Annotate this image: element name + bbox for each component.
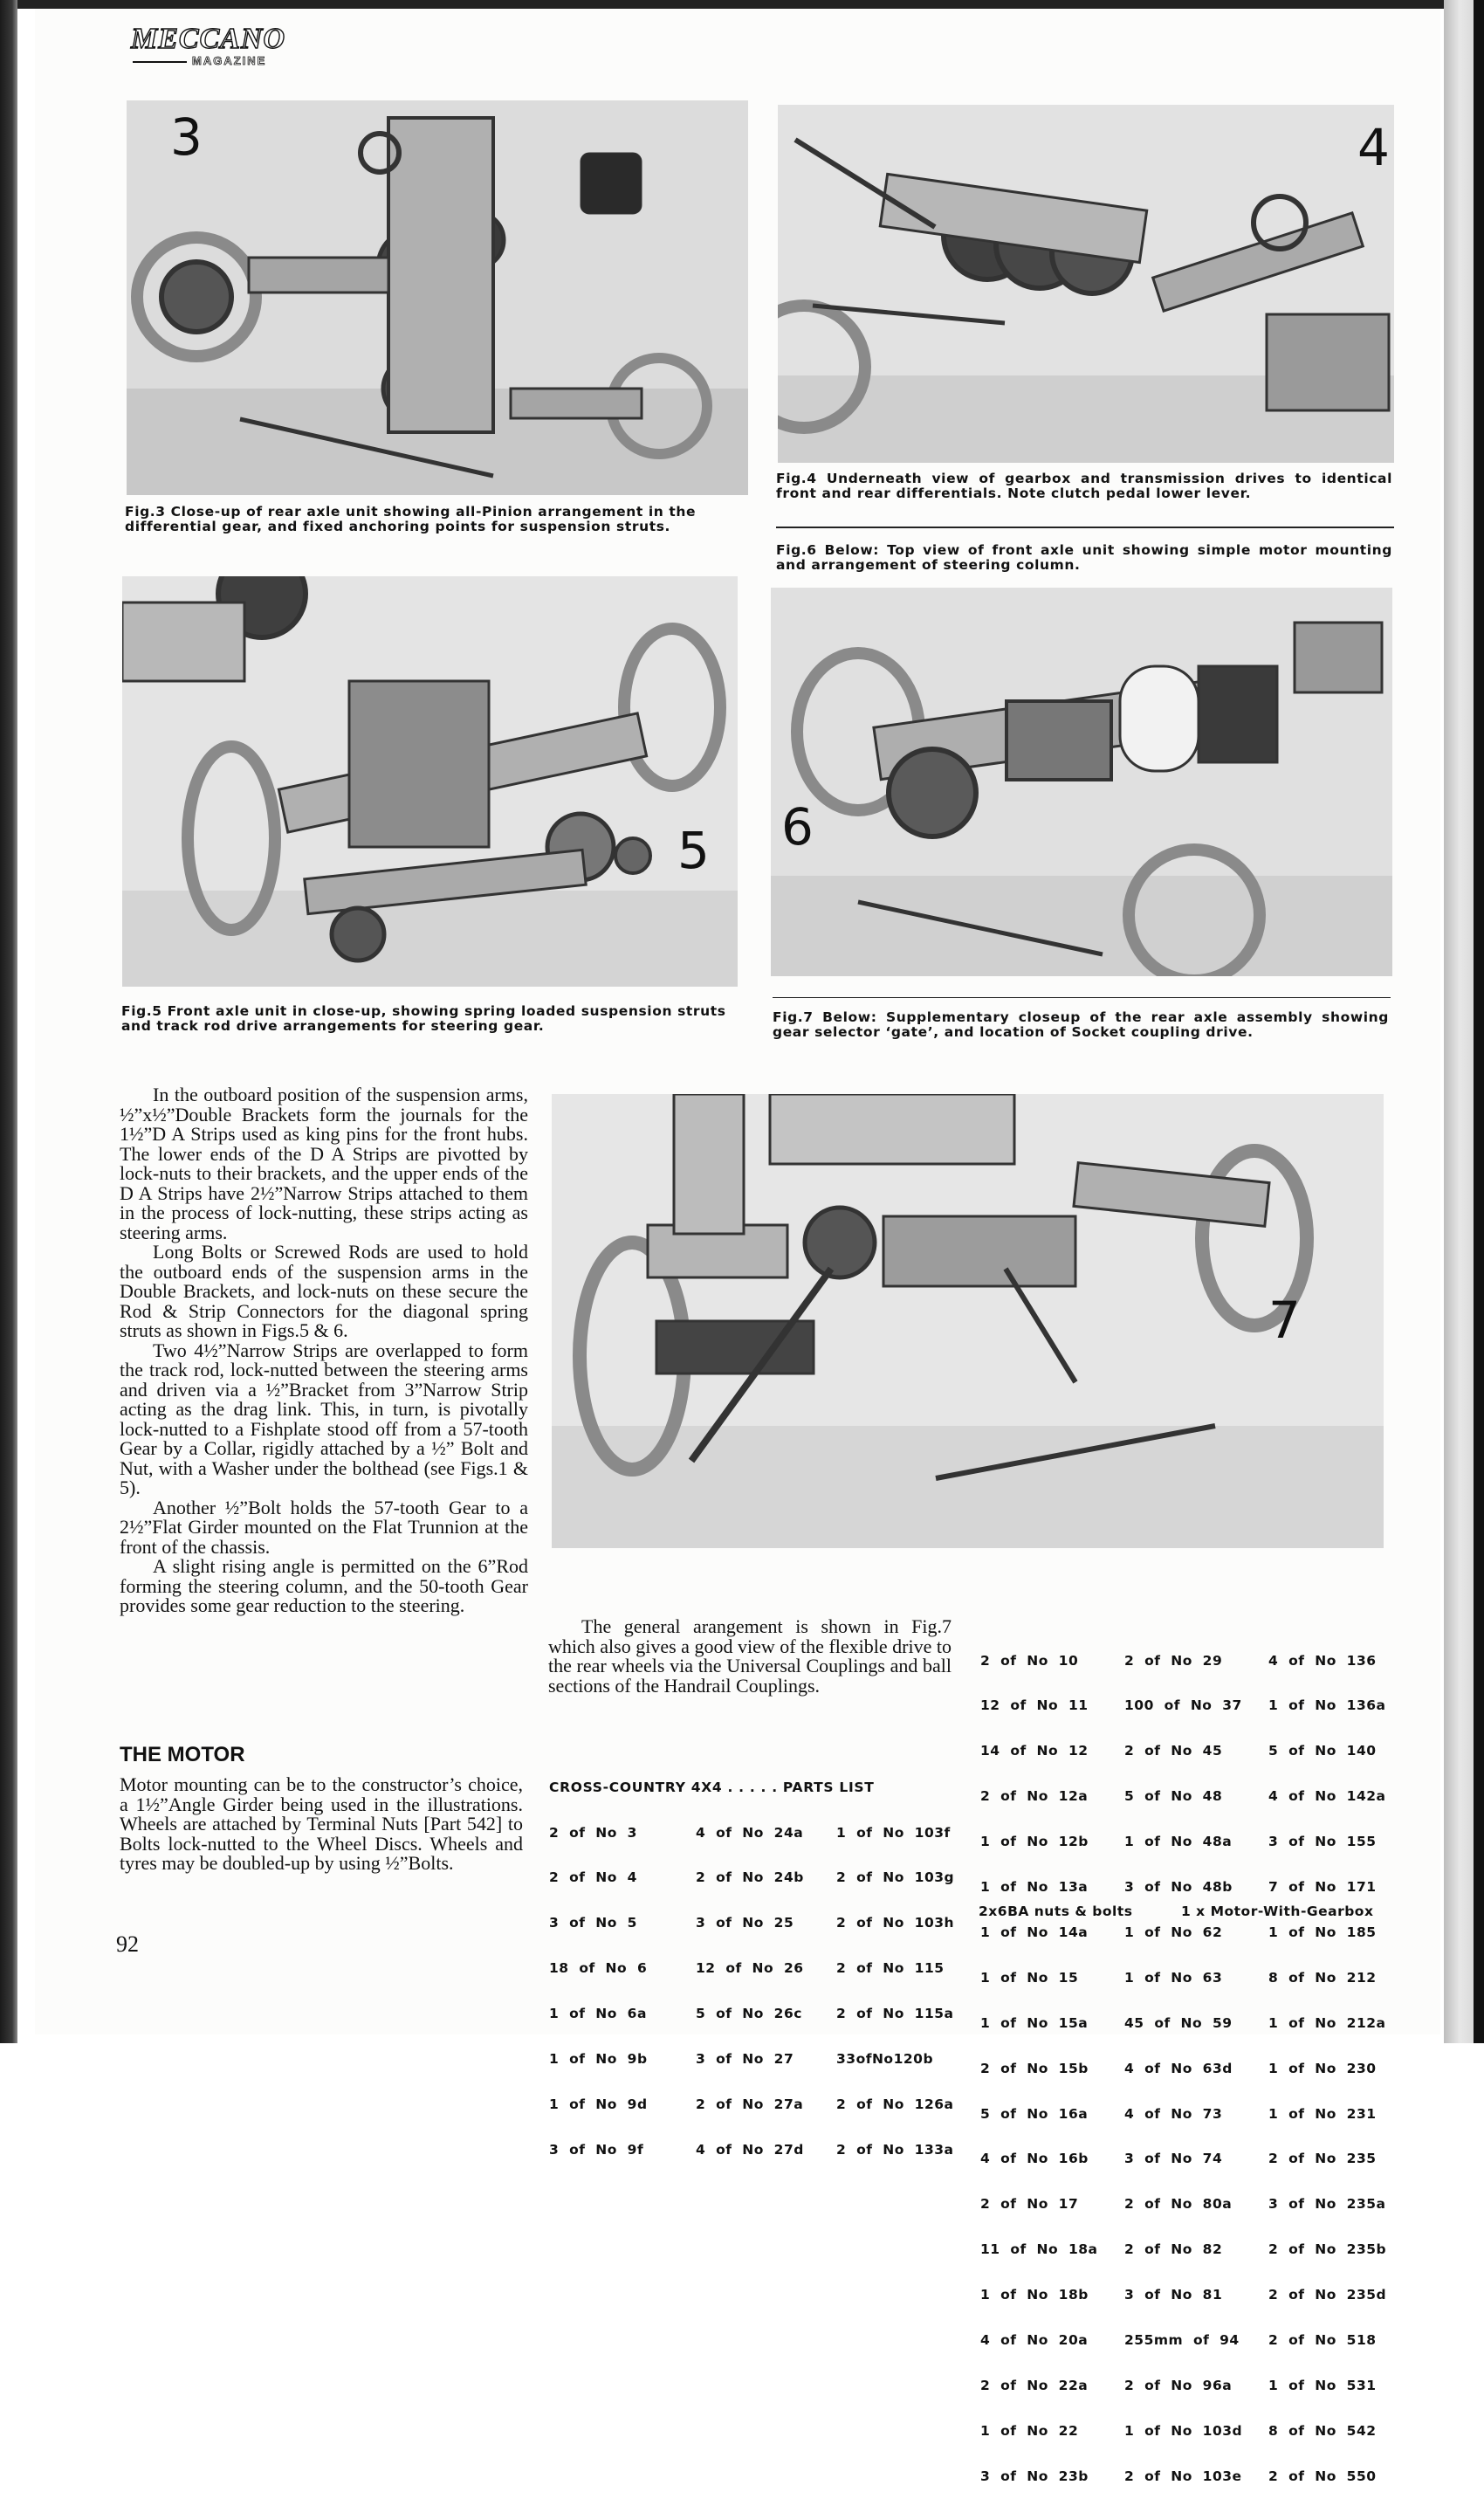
fig5-number: 5: [677, 821, 710, 880]
parts-item: 3 of No 81: [1124, 2287, 1223, 2303]
fig4-photo: [778, 105, 1394, 463]
parts-item: 2 of No 24b: [696, 1869, 804, 1886]
parts-item: 1 of No 185: [1268, 1924, 1377, 1940]
parts-item: 2 of No 103h: [836, 1915, 955, 1931]
parts-list-column-5: [1124, 1623, 1242, 2499]
parts-list-header: CROSS-COUNTRY 4X4 . . . . . PARTS LIST: [549, 1780, 875, 1795]
parts-item: 2 of No 235d: [1268, 2287, 1387, 2303]
parts-item: 5 of No 140: [1268, 1743, 1377, 1759]
page-number: 92: [116, 1931, 139, 1957]
parts-item: 1 of No 14a: [980, 1924, 1089, 1940]
body-paragraph: Long Bolts or Screwed Rods are used to hold the outboard ends of the suspension arms in the Double Brackets, and lock-nuts on these secure the Rod & Strip Connectors for the diagonal spring struts as shown in Figs.5 & 6.: [120, 1241, 528, 1341]
parts-item: 2 of No 103e: [1124, 2468, 1242, 2484]
parts-item: 4 of No 63d: [1124, 2060, 1233, 2076]
parts-item: 1 of No 12b: [980, 1834, 1089, 1850]
parts-item: 5 of No 26c: [696, 2006, 802, 2022]
parts-item: 3 of No 27: [696, 2051, 794, 2068]
parts-item: 3 of No 155: [1268, 1834, 1377, 1850]
parts-item: 4 of No 27d: [696, 2141, 804, 2158]
parts-item: 1 of No 18b: [980, 2287, 1089, 2303]
parts-item: 12 of No 26: [696, 1960, 804, 1977]
caption-divider: [776, 527, 1394, 528]
parts-item: 4 of No 73: [1124, 2105, 1223, 2122]
parts-item: 2 of No 15b: [980, 2060, 1089, 2076]
parts-item: 1 of No 22: [980, 2422, 1079, 2439]
parts-item: 3 of No 235a: [1268, 2196, 1386, 2213]
fig5-caption: Fig.5 Front axle unit in close-up, showing spring loaded suspension struts and track rod drive arrangements for steering gear.: [121, 1003, 726, 1034]
parts-item: 2 of No 235b: [1268, 2241, 1387, 2258]
parts-list-column-1: [549, 1795, 648, 2172]
parts-item: 4 of No 24a: [696, 1824, 804, 1841]
parts-item: 2 of No 29: [1124, 1652, 1223, 1669]
parts-item: 2 of No 133a: [836, 2141, 954, 2158]
parts-item: 2 of No 45: [1124, 1743, 1223, 1759]
fig7-illustration: [552, 1094, 1384, 1548]
parts-item: 5 of No 48: [1124, 1788, 1223, 1805]
parts-item: 4 of No 136: [1268, 1652, 1377, 1669]
parts-item: 8 of No 212: [1268, 1969, 1377, 1986]
parts-item: 2 of No 115: [836, 1960, 945, 1977]
body-paragraph: A slight rising angle is permitted on the 6”Rod forming the steering column, and the 50-tooth Gear provides some gear reduction to the steering.: [120, 1555, 528, 1616]
parts-item: 5 of No 16a: [980, 2105, 1089, 2122]
parts-item: 1 of No 48a: [1124, 1834, 1233, 1850]
parts-item: 18 of No 6: [549, 1960, 648, 1977]
fig4-caption: Fig.4 Underneath view of gearbox and transmission drives to identical front and rear differentials. Note clutch pedal lower lever.: [776, 471, 1392, 501]
parts-item: 100 of No 37: [1124, 1697, 1242, 1714]
parts-list-column-6: [1268, 1623, 1386, 2499]
parts-item: 4 of No 16b: [980, 2151, 1089, 2167]
parts-item: 2 of No 27a: [696, 2096, 804, 2112]
parts-item: 2 of No 103g: [836, 1869, 955, 1886]
parts-item: 7 of No 171: [1268, 1879, 1377, 1896]
fig7-number: 7: [1268, 1291, 1301, 1350]
scan-edge-top: [17, 0, 1449, 9]
body-paragraph: The general arangement is shown in Fig.7 which also gives a good view of the flexible drive to the rear wheels via the Universal Couplings and ball sections of the Handrail Couplings.: [548, 1615, 952, 1697]
parts-item: 45 of No 59: [1124, 2014, 1233, 2031]
parts-item: 2 of No 518: [1268, 2331, 1377, 2348]
parts-item: 2 of No 96a: [1124, 2377, 1233, 2393]
section-heading-motor: THE MOTOR: [120, 1743, 245, 1766]
parts-item: 1 of No 9b: [549, 2051, 648, 2068]
scan-edge-right: [1474, 0, 1484, 2043]
parts-item: 2 of No 126a: [836, 2096, 954, 2112]
parts-item: 1 of No 531: [1268, 2377, 1377, 2393]
parts-item: 1 of No 230: [1268, 2060, 1377, 2076]
parts-item: 2 of No 3: [549, 1824, 637, 1841]
parts-item: 1 of No 15: [980, 1969, 1079, 1986]
parts-list-footer-motor: 1 x Motor-With-Gearbox: [1181, 1904, 1374, 1919]
parts-item: 1 of No 212a: [1268, 2014, 1386, 2031]
fig5-photo: [122, 576, 738, 987]
parts-item: 3 of No 23b: [980, 2468, 1089, 2484]
parts-item: 1 of No 63: [1124, 1969, 1223, 1986]
parts-item: 2 of No 115a: [836, 2006, 954, 2022]
parts-item: 8 of No 542: [1268, 2422, 1377, 2439]
parts-item: 1 of No 9d: [549, 2096, 648, 2112]
fig5-illustration: [122, 576, 738, 987]
parts-item: 1 of No 15a: [980, 2014, 1089, 2031]
parts-item: 3 of No 25: [696, 1915, 794, 1931]
body-paragraph: In the outboard position of the suspension arms, ½”x½”Double Brackets form the journals for the 1½”D A Strips used as king pins for the front hubs. The lower ends of the D A Strips are pivotted by lock-nuts to their brackets, and the upper ends of the D A Strips have 2½”Narrow Strips attached to them in the process of lock-nutting, these strips acting as steering arms.: [120, 1084, 528, 1243]
parts-item: 1 of No 6a: [549, 2006, 647, 2022]
parts-item: 2 of No 550: [1268, 2468, 1377, 2484]
parts-item: 3 of No 74: [1124, 2151, 1223, 2167]
parts-item: 2 of No 12a: [980, 1788, 1089, 1805]
parts-list-footer-bolts: 2x6BA nuts & bolts: [979, 1904, 1133, 1919]
logo-rule: [133, 61, 187, 63]
fig4-number: 4: [1357, 118, 1390, 177]
parts-item: 2 of No 10: [980, 1652, 1079, 1669]
parts-list-column-3: [836, 1795, 954, 2172]
parts-item: 3 of No 9f: [549, 2141, 644, 2158]
body-paragraph: Motor mounting can be to the constructor’s choice, a 1½”Angle Girder being used in the illustrations. Wheels are attached by Terminal Nuts [Part 542] to Bolts lock-nutted to the Wheel Discs. Wheels and tyres may be doubled-up by using ½”Bolts.: [120, 1773, 523, 1874]
parts-item: 255mm of 94: [1124, 2331, 1240, 2348]
parts-item: 2 of No 235: [1268, 2151, 1377, 2167]
fig3-illustration: [127, 100, 748, 495]
parts-item: 4 of No 20a: [980, 2331, 1089, 2348]
parts-item: 2 of No 80a: [1124, 2196, 1233, 2213]
meccano-magazine-logo: [131, 23, 297, 72]
parts-item: 2 of No 82: [1124, 2241, 1223, 2258]
fig7-caption: Fig.7 Below: Supplementary closeup of the rear axle assembly showing gear selector ‘gate’, and location of Socket coupling drive.: [773, 1009, 1389, 1040]
parts-item: 1 of No 13a: [980, 1879, 1089, 1896]
body-paragraph: Another ½”Bolt holds the 57-tooth Gear to a 2½”Flat Girder mounted on the Flat Trunnion at the front of the chassis.: [120, 1496, 528, 1558]
parts-item: 1 of No 103d: [1124, 2422, 1243, 2439]
fig4-illustration: [778, 105, 1394, 463]
parts-item: 2 of No 22a: [980, 2377, 1089, 2393]
parts-item: 1 of No 136a: [1268, 1697, 1386, 1714]
parts-item: 3 of No 48b: [1124, 1879, 1233, 1896]
parts-item: 2 of No 17: [980, 2196, 1079, 2213]
parts-item: 1 of No 62: [1124, 1924, 1223, 1940]
fig3-number: 3: [170, 107, 203, 167]
parts-item: 33ofNo120b: [836, 2051, 934, 2068]
parts-item: 3 of No 5: [549, 1915, 637, 1931]
parts-item: 1 of No 103f: [836, 1824, 951, 1841]
fig3-photo: [127, 100, 748, 495]
parts-item: 2 of No 4: [549, 1869, 637, 1886]
motor-text: [120, 1775, 523, 1874]
caption-divider-fig7: [773, 997, 1391, 998]
parts-item: 1 of No 231: [1268, 2105, 1377, 2122]
parts-list-column-4: [980, 1623, 1098, 2499]
fig6-illustration: [771, 588, 1392, 976]
article-text-column: [120, 1085, 528, 1616]
general-arrangement-text: [548, 1617, 952, 1696]
parts-item: 11 of No 18a: [980, 2241, 1098, 2258]
logo-brand: MECCANO: [131, 23, 286, 55]
body-paragraph: Two 4½”Narrow Strips are overlapped to form the track rod, lock-nutted between the steering arms and driven via a ½”Bracket from 3”Narrow Strip acting as the drag link. This, in turn, is pivotally lock-nutted to a Fishplate stood off from a 57-tooth Gear by a Collar, rigidly attached by a ½” Bolt and Nut, with a Washer under the bolthead (see Figs.1 & 5).: [120, 1339, 528, 1498]
scan-edge-left: [0, 0, 17, 2043]
parts-item: 4 of No 142a: [1268, 1788, 1386, 1805]
fig6-caption: Fig.6 Below: Top view of front axle unit showing simple motor mounting and arrangement of steering column.: [776, 542, 1392, 573]
fig6-photo: [771, 588, 1392, 976]
parts-list-column-2: [696, 1795, 804, 2172]
logo-sub: MAGAZINE: [192, 54, 267, 67]
parts-item: 12 of No 11: [980, 1697, 1089, 1714]
fig3-caption: Fig.3 Close-up of rear axle unit showing all-Pinion arrangement in the differential gear, and fixed anchoring points for suspension struts.: [125, 504, 697, 534]
fig6-number: 6: [781, 797, 814, 857]
fig7-photo: [552, 1094, 1384, 1548]
parts-item: 14 of No 12: [980, 1743, 1089, 1759]
